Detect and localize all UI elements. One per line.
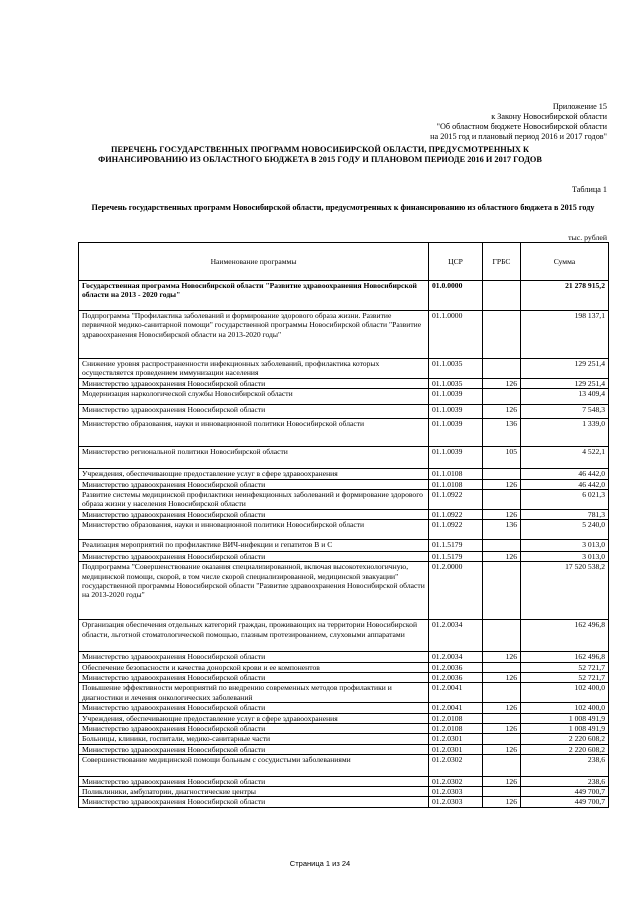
cell-program-name: Министерство здравоохранения Новосибирской области [79,479,429,489]
cell-program-name: Развитие системы медицинской профилактики неинфекционных заболеваний и формирование здорового образа жизни у населения Новосибирской области [79,489,429,509]
cell-sum: 449 700,7 [521,787,609,797]
table-row [79,419,609,447]
cell-program-name: Министерство здравоохранения Новосибирской области [79,703,429,713]
cell-sum: 3 013,0 [521,552,609,562]
cell-csr: 01.2.0108 [429,723,483,733]
cell-program-name: Министерство образования, науки и инновационной политики Новосибирской области [79,419,429,447]
cell-csr: 01.1.0000 [429,311,483,359]
cell-grbs: 105 [483,447,521,469]
cell-csr: 01.2.0041 [429,683,483,703]
cell-sum: 6 021,3 [521,489,609,509]
cell-sum: 1 008 491,9 [521,713,609,723]
cell-grbs [483,754,521,776]
cell-grbs: 126 [483,703,521,713]
cell-sum: 21 278 915,2 [521,281,609,311]
cell-csr: 01.1.0108 [429,469,483,479]
table-row [79,683,609,703]
cell-csr: 01.1.0922 [429,520,483,540]
cell-sum: 2 220 608,2 [521,734,609,744]
table-subtitle: Перечень государственных программ Новосибирской области, предусмотренных к финансированию из областного бюджета в 2015 году [91,203,595,212]
cell-grbs [483,311,521,359]
cell-program-name: Реализация мероприятий по профилактике ВИЧ-инфекции и гепатитов В и С [79,540,429,552]
table-row [79,509,609,519]
cell-csr: 01.1.0108 [429,479,483,489]
cell-program-name: Министерство здравоохранения Новосибирской области [79,776,429,786]
cell-csr: 01.2.0303 [429,787,483,797]
table-row [79,734,609,744]
cell-sum: 3 013,0 [521,540,609,552]
cell-sum: 52 721,7 [521,662,609,672]
cell-program-name: Министерство здравоохранения Новосибирской области [79,723,429,733]
table-row [79,405,609,419]
cell-sum: 238,6 [521,776,609,786]
cell-grbs [483,540,521,552]
cell-program-name: Министерство региональной политики Новосибирской области [79,447,429,469]
document-title [60,145,580,165]
cell-grbs: 126 [483,552,521,562]
appendix-line: Приложение 15 [552,102,607,111]
table-body [79,281,609,808]
cell-grbs: 136 [483,520,521,540]
appendix-line: "Об областном бюджете Новосибирской области [436,122,607,131]
cell-grbs: 126 [483,744,521,754]
cell-sum: 162 496,8 [521,620,609,652]
table-number: Таблица 1 [571,185,607,194]
table-row [79,776,609,786]
cell-grbs [483,620,521,652]
cell-sum: 449 700,7 [521,797,609,807]
cell-program-name: Министерство образования, науки и инновационной политики Новосибирской области [79,520,429,540]
table-row [79,479,609,489]
cell-sum: 13 409,4 [521,389,609,405]
column-header-csr: ЦСР [429,243,483,281]
cell-csr: 01.2.0000 [429,562,483,620]
table-row [79,311,609,359]
table-row [79,713,609,723]
table-row [79,447,609,469]
table-row [79,281,609,311]
table-row [79,652,609,662]
cell-sum: 102 400,0 [521,683,609,703]
table-row [79,620,609,652]
table-row [79,540,609,552]
table-row [79,744,609,754]
cell-sum: 7 548,3 [521,405,609,419]
table-header-row [79,243,609,281]
column-header-grbs: ГРБС [483,243,521,281]
cell-sum: 52 721,7 [521,673,609,683]
cell-sum: 4 522,1 [521,447,609,469]
appendix-line: к Закону Новосибирской области [491,112,607,121]
cell-grbs [483,562,521,620]
cell-sum: 238,6 [521,754,609,776]
cell-sum: 781,3 [521,509,609,519]
appendix-block [287,102,607,142]
cell-grbs [483,281,521,311]
table-row [79,673,609,683]
cell-program-name: Министерство здравоохранения Новосибирской области [79,509,429,519]
cell-program-name: Поликлиники, амбулатории, диагностические центры [79,787,429,797]
cell-program-name: Министерство здравоохранения Новосибирской области [79,652,429,662]
cell-program-name: Министерство здравоохранения Новосибирской области [79,744,429,754]
cell-program-name: Подпрограмма "Профилактика заболеваний и формирование здорового образа жизни. Развитие первичной медико-санитарной помощи" государственной программы Новосибирской области "Развитие здравоохранения Новосибирской области на 2013-2020 годы" [79,311,429,359]
cell-csr: 01.2.0036 [429,662,483,672]
units-label: тыс. рублей [568,233,607,242]
table-row [79,469,609,479]
table-row [79,797,609,807]
table-row [79,489,609,509]
cell-program-name: Организация обеспечения отдельных категорий граждан, проживающих на территории Новосибирской области, льготной стоматологической помощью, глазным протезированием, слуховыми аппаратами [79,620,429,652]
cell-program-name: Совершенствование медицинской помощи больным с сосудистыми заболеваниями [79,754,429,776]
table-row [79,754,609,776]
cell-grbs: 136 [483,419,521,447]
cell-csr: 01.1.0039 [429,405,483,419]
cell-grbs [483,662,521,672]
cell-program-name: Министерство здравоохранения Новосибирской области [79,552,429,562]
table-row [79,562,609,620]
cell-csr: 01.1.0039 [429,389,483,405]
cell-csr: 01.2.0034 [429,652,483,662]
table-row [79,787,609,797]
cell-grbs: 126 [483,776,521,786]
cell-grbs [483,489,521,509]
cell-grbs [483,713,521,723]
cell-grbs: 126 [483,479,521,489]
cell-csr: 01.2.0302 [429,754,483,776]
cell-csr: 01.2.0034 [429,620,483,652]
cell-program-name: Подпрограмма "Совершенствование оказания специализированной, включая высокотехнологичную, медицинской помощи, скорой, в том числе скорой специализированной, медицинской эвакуации" государственной программы Новосибирской области "Развитие здравоохранения Новосибирской области на 2013-2020 годы" [79,562,429,620]
cell-csr: 01.2.0108 [429,713,483,723]
table-row [79,662,609,672]
cell-csr: 01.2.0041 [429,703,483,713]
cell-sum: 162 496,8 [521,652,609,662]
cell-csr: 01.2.0301 [429,744,483,754]
cell-sum: 129 251,4 [521,359,609,379]
cell-program-name: Обеспечение безопасности и качества донорской крови и ее компонентов [79,662,429,672]
cell-grbs [483,787,521,797]
table-row [79,379,609,389]
cell-sum: 1 339,0 [521,419,609,447]
column-header-name: Наименование программы [79,243,429,281]
cell-program-name: Учреждения, обеспечивающие предоставление услуг в сфере здравоохранения [79,469,429,479]
cell-csr: 01.2.0303 [429,797,483,807]
cell-program-name: Учреждения, обеспечивающие предоставление услуг в сфере здравоохранения [79,713,429,723]
cell-grbs [483,389,521,405]
cell-csr: 01.1.0039 [429,447,483,469]
cell-sum: 5 240,0 [521,520,609,540]
table-row [79,520,609,540]
cell-program-name: Министерство здравоохранения Новосибирской области [79,797,429,807]
cell-csr: 01.1.0039 [429,419,483,447]
cell-program-name: Министерство здравоохранения Новосибирской области [79,673,429,683]
programs-table [78,242,609,808]
page-number: Страница 1 из 24 [289,859,351,868]
cell-csr: 01.2.0301 [429,734,483,744]
cell-sum: 102 400,0 [521,703,609,713]
cell-grbs [483,734,521,744]
cell-program-name: Государственная программа Новосибирской области "Развитие здравоохранения Новосибирской области на 2013 - 2020 годы" [79,281,429,311]
table-row [79,723,609,733]
cell-csr: 01.1.5179 [429,540,483,552]
cell-sum: 17 520 538,2 [521,562,609,620]
cell-sum: 46 442,0 [521,469,609,479]
cell-program-name: Снижение уровня распространенности инфекционных заболеваний, профилактика которых осуществляется проведением иммунизации населения [79,359,429,379]
cell-sum: 198 137,1 [521,311,609,359]
cell-csr: 01.0.0000 [429,281,483,311]
title-line: ПЕРЕЧЕНЬ ГОСУДАРСТВЕННЫХ ПРОГРАММ НОВОСИБИРСКОЙ ОБЛАСТИ, ПРЕДУСМОТРЕННЫХ К [111,145,529,154]
cell-csr: 01.2.0036 [429,673,483,683]
cell-grbs: 126 [483,723,521,733]
cell-csr: 01.1.0922 [429,489,483,509]
cell-csr: 01.1.0035 [429,379,483,389]
cell-grbs: 126 [483,379,521,389]
table-row [79,552,609,562]
cell-sum: 1 008 491,9 [521,723,609,733]
cell-grbs: 126 [483,652,521,662]
cell-program-name: Министерство здравоохранения Новосибирской области [79,405,429,419]
table-row [79,359,609,379]
cell-grbs [483,469,521,479]
cell-sum: 2 220 608,2 [521,744,609,754]
table-row [79,389,609,405]
cell-program-name: Министерство здравоохранения Новосибирской области [79,379,429,389]
cell-sum: 46 442,0 [521,479,609,489]
cell-grbs: 126 [483,405,521,419]
cell-csr: 01.1.0035 [429,359,483,379]
appendix-line: на 2015 год и плановый период 2016 и 2017 годов" [430,132,607,141]
cell-grbs [483,359,521,379]
cell-grbs: 126 [483,509,521,519]
cell-grbs [483,683,521,703]
cell-csr: 01.2.0302 [429,776,483,786]
title-line: ФИНАНСИРОВАНИЮ ИЗ ОБЛАСТНОГО БЮДЖЕТА В 2015 ГОДУ И ПЛАНОВОМ ПЕРИОДЕ 2016 И 2017 ГОДОВ [98,155,542,164]
cell-program-name: Модернизация наркологической службы Новосибирской области [79,389,429,405]
cell-grbs: 126 [483,673,521,683]
cell-csr: 01.1.0922 [429,509,483,519]
cell-grbs: 126 [483,797,521,807]
cell-csr: 01.1.5179 [429,552,483,562]
column-header-sum: Сумма [521,243,609,281]
cell-sum: 129 251,4 [521,379,609,389]
table-row [79,703,609,713]
cell-program-name: Повышение эффективности мероприятий по внедрению современных методов профилактики и диагностики и лечения онкологических заболеваний [79,683,429,703]
cell-program-name: Больницы, клиники, госпитали, медико-санитарные части [79,734,429,744]
